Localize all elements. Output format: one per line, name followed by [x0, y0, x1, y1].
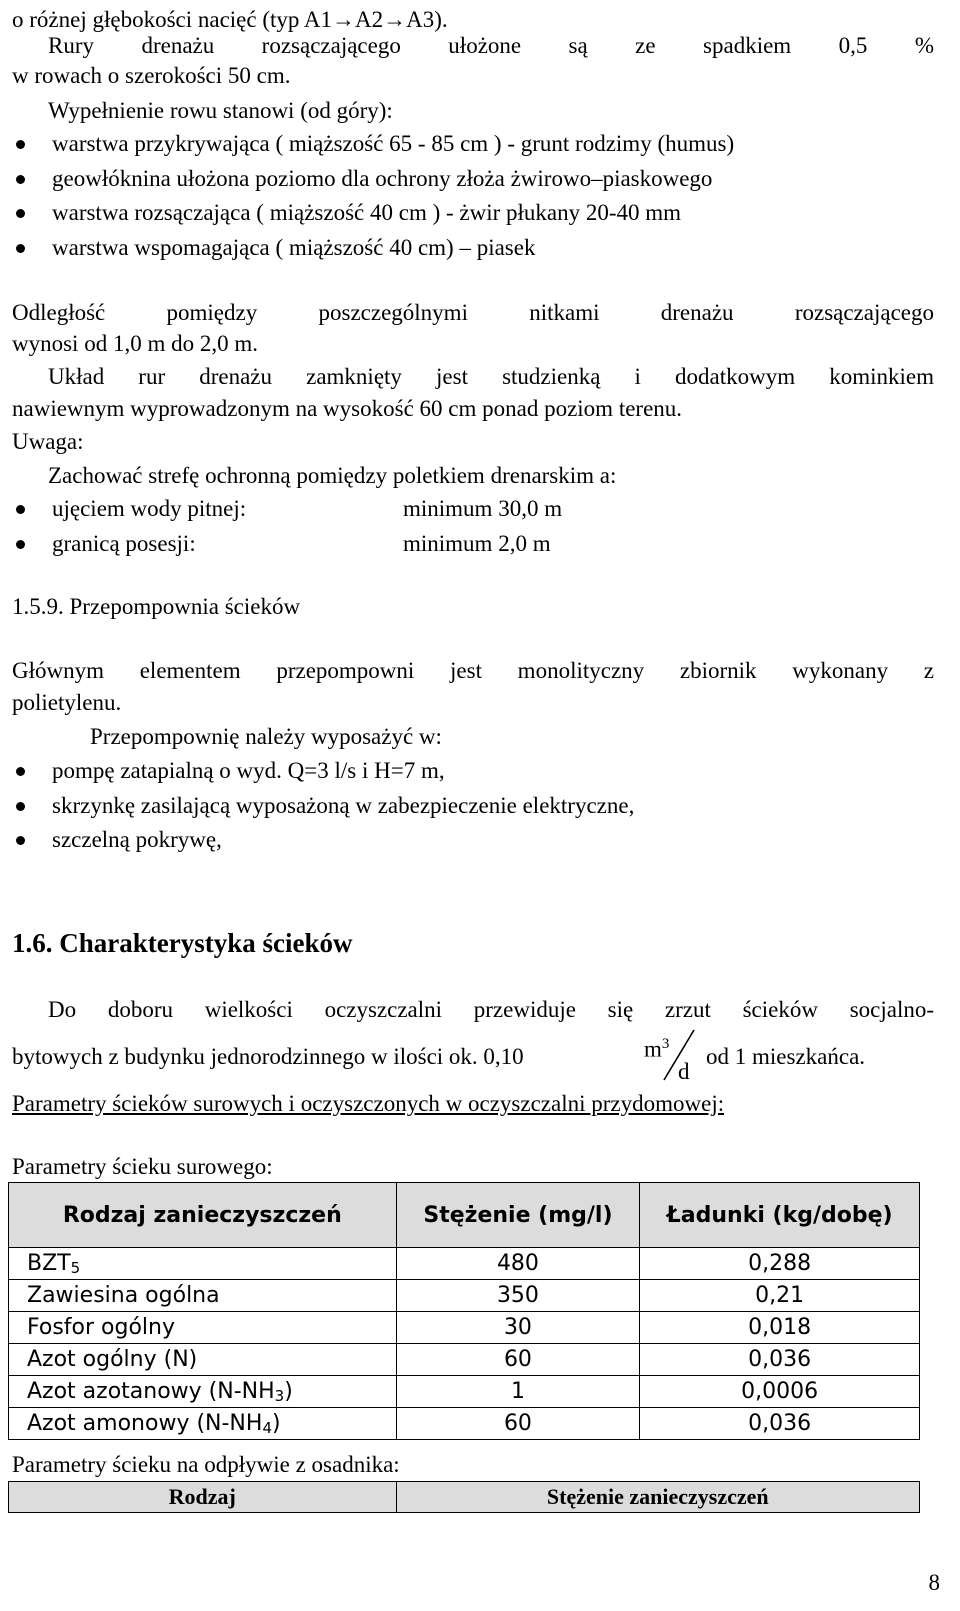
list-item: warstwa rozsączająca ( miąższość 40 cm ) - żwir płukany 20-40 mm [52, 200, 682, 225]
raw-sewage-table [8, 1182, 920, 1440]
text-line: Głównym elementem przepompowni jest monolityczny zbiornik wykonany z [12, 658, 934, 683]
pollutant-name-cell: Fosfor ogólny [9, 1312, 397, 1344]
text-line: o różnej głębokości nacięć (typ A1→A2→A3). [12, 7, 448, 32]
concentration-cell: 480 [396, 1248, 640, 1280]
column-header: Stężenie (mg/l) [396, 1183, 640, 1248]
table-header-row [9, 1183, 920, 1248]
load-cell: 0,288 [640, 1248, 920, 1280]
list-item: skrzynkę zasilającą wyposażoną w zabezpieczenie elektryczne, [52, 793, 635, 818]
concentration-cell: 30 [396, 1312, 640, 1344]
list-item-label: ujęciem wody pitnej: [52, 496, 247, 521]
table-row [9, 1248, 920, 1280]
text-line: Uwaga: [12, 429, 84, 454]
load-cell: 0,21 [640, 1280, 920, 1312]
list-item: geowłóknina ułożona poziomo dla ochrony złoża żwirowo–piaskowego [52, 166, 713, 191]
table-row [9, 1280, 920, 1312]
bullet-icon [12, 789, 52, 823]
concentration-cell: 350 [396, 1280, 640, 1312]
text-line: od 1 mieszkańca. [706, 1044, 866, 1069]
load-cell: 0,0006 [640, 1376, 920, 1408]
list-item-value: minimum 30,0 m [403, 496, 563, 521]
bullet-icon [12, 492, 52, 526]
concentration-cell: 60 [396, 1408, 640, 1440]
text-line-underlined: Parametry ścieków surowych i oczyszczonych w oczyszczalni przydomowej: [12, 1091, 725, 1116]
text-line: Układ rur drenażu zamknięty jest studzienką i dodatkowym kominkiem [48, 364, 934, 389]
unit-fraction [640, 1028, 704, 1084]
text-line: Wypełnienie rowu stanowi (od góry): [48, 98, 393, 123]
table-row [9, 1312, 920, 1344]
list-item: warstwa przykrywająca ( miąższość 65 - 85 cm ) - grunt rodzimy (humus) [52, 131, 735, 156]
bullet-icon [12, 162, 52, 196]
table-row [9, 1344, 920, 1376]
column-header: Stężenie zanieczyszczeń [396, 1482, 919, 1513]
list-item: pompę zatapialną o wyd. Q=3 l/s i H=7 m, [52, 758, 445, 783]
page-number: 8 [928, 1570, 940, 1595]
concentration-cell: 1 [396, 1376, 640, 1408]
load-cell: 0,036 [640, 1408, 920, 1440]
text-line: Odległość pomiędzy poszczególnymi nitkami drenażu rozsączającego [12, 300, 934, 325]
table-row [9, 1408, 920, 1440]
concentration-cell: 60 [396, 1344, 640, 1376]
column-header: Ładunki (kg/dobę) [640, 1183, 920, 1248]
pollutant-name-cell: Azot ogólny (N) [9, 1344, 397, 1376]
fraction-slash [640, 1028, 704, 1084]
text-line: w rowach o szerokości 50 cm. [12, 63, 291, 88]
text-line: Zachować strefę ochronną pomiędzy poletkiem drenarskim a: [48, 463, 617, 488]
bullet-icon [12, 231, 52, 265]
load-cell: 0,018 [640, 1312, 920, 1344]
column-header: Rodzaj [9, 1482, 397, 1513]
pollutant-name-cell: Zawiesina ogólna [9, 1280, 397, 1312]
list-item: szczelną pokrywę, [52, 827, 222, 852]
bullet-icon [12, 527, 52, 561]
fraction-denominator: d [678, 1059, 690, 1084]
text-line: Do doboru wielkości oczyszczalni przewiduje się zrzut ścieków socjalno- [48, 997, 934, 1022]
text-line: bytowych z budynku jednorodzinnego w ilości ok. 0,10 [12, 1044, 524, 1069]
table-header-row [9, 1482, 920, 1513]
pollutant-name-cell: $BZT_5$ [9, 1248, 397, 1280]
bullet-icon [12, 127, 52, 161]
pollutant-name-cell: Azot azotanowy $(N-NH_3)$ [9, 1376, 397, 1408]
text-line: nawiewnym wyprowadzonym na wysokość 60 cm ponad poziom terenu. [12, 396, 683, 421]
bullet-icon [12, 196, 52, 230]
bullet-icon [12, 754, 52, 788]
text-line: Parametry ścieku surowego: [12, 1154, 273, 1179]
text-line: Rury drenażu rozsączającego ułożone są ze spadkiem 0,5 % [48, 33, 934, 58]
table-row [9, 1376, 920, 1408]
list-item-label: granicą posesji: [52, 531, 196, 556]
list-item: warstwa wspomagająca ( miąższość 40 cm) – piasek [52, 235, 536, 260]
text-line: wynosi od 1,0 m do 2,0 m. [12, 331, 258, 356]
bullet-icon [12, 823, 52, 857]
column-header: Rodzaj zanieczyszczeń [9, 1183, 397, 1248]
text-line: polietylenu. [12, 690, 122, 715]
load-cell: 0,036 [640, 1344, 920, 1376]
fraction-numerator: $m^3$ [644, 1036, 670, 1062]
text-line: Parametry ścieku na odpływie z osadnika: [12, 1452, 400, 1477]
pollutant-name-cell: Azot amonowy $(N-NH_4)$ [9, 1408, 397, 1440]
text-line: Przepompownię należy wyposażyć w: [90, 724, 442, 749]
settled-sewage-table [8, 1481, 920, 1513]
list-item-value: minimum 2,0 m [403, 531, 551, 556]
section-heading: 1.5.9. Przepompownia ścieków [12, 594, 301, 619]
section-heading: 1.6. Charakterystyka ścieków [12, 928, 353, 958]
